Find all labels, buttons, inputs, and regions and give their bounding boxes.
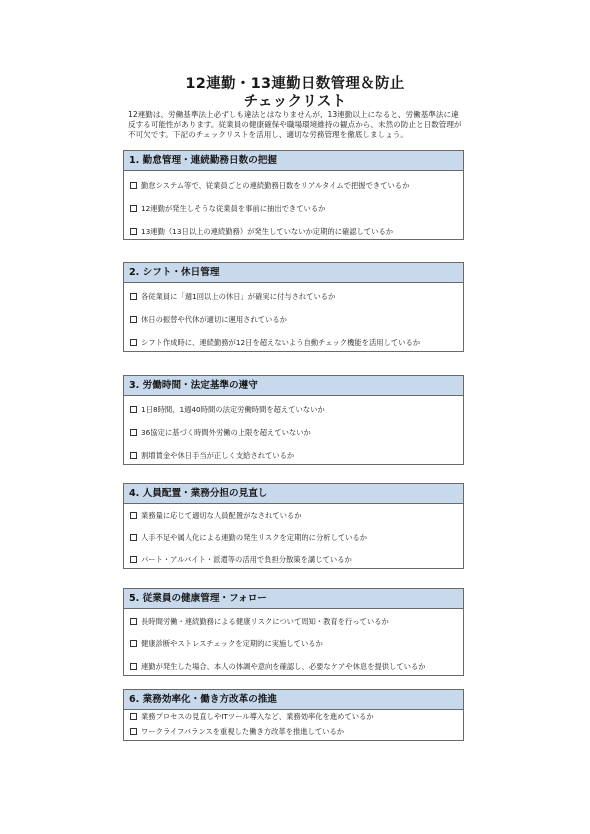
section-heading: 3. 労働時間・法定基準の遵守 xyxy=(124,376,463,396)
checklist-item-text: シフト作成時に、連続勤務が12日を超えないよう自動チェック機能を活用しているか xyxy=(141,338,421,347)
checkbox-icon[interactable] xyxy=(130,316,137,323)
checkbox-icon[interactable] xyxy=(130,452,137,459)
checkbox-icon[interactable] xyxy=(130,640,137,647)
checklist-item[interactable] xyxy=(130,204,325,214)
checkbox-icon[interactable] xyxy=(130,182,137,189)
section-attendance xyxy=(123,150,464,240)
checkbox-icon[interactable] xyxy=(130,556,137,563)
checklist-item-text: 業務プロセスの見直しやITツール導入など、業務効率化を進めているか xyxy=(141,712,374,721)
checklist-item-text: 12連勤が発生しそうな従業員を事前に抽出できているか xyxy=(141,204,326,213)
checklist-item[interactable] xyxy=(130,338,420,348)
section-working-hours xyxy=(123,375,464,465)
checklist-item-text: 長時間労働・連続勤務による健康リスクについて周知・教育を行っているか xyxy=(141,617,389,626)
checkbox-icon[interactable] xyxy=(130,429,137,436)
checkbox-icon[interactable] xyxy=(130,512,137,519)
checklist-item[interactable] xyxy=(130,227,393,237)
checkbox-icon[interactable] xyxy=(130,618,137,625)
checkbox-icon[interactable] xyxy=(130,205,137,212)
checklist-item[interactable] xyxy=(130,727,344,737)
checklist-item[interactable] xyxy=(130,315,287,325)
checklist-item[interactable] xyxy=(130,662,426,672)
checkbox-icon[interactable] xyxy=(130,406,137,413)
section-heading: 5. 従業員の健康管理・フォロー xyxy=(124,589,463,609)
checklist-item[interactable] xyxy=(130,181,409,191)
section-heading: 1. 勤怠管理・連続勤務日数の把握 xyxy=(124,151,463,171)
section-heading: 2. シフト・休日管理 xyxy=(124,263,463,283)
section-shift-holiday xyxy=(123,262,464,352)
section-efficiency xyxy=(123,689,464,741)
checklist-item-text: 勤怠システム等で、従業員ごとの連続勤務日数をリアルタイムで把握できているか xyxy=(141,181,410,190)
checklist-item-text: パート・アルバイト・派遣等の活用で負担分散策を講じているか xyxy=(141,555,352,564)
checklist-item-text: 割増賃金や休日手当が正しく支給されているか xyxy=(141,451,295,460)
section-heading: 6. 業務効率化・働き方改革の推進 xyxy=(124,690,463,710)
checklist-item-text: ワークライフバランスを重視した働き方改革を推進しているか xyxy=(141,727,345,736)
checklist-item-text: 各従業員に「週1回以上の休日」が確実に付与されているか xyxy=(141,292,336,301)
checklist-item[interactable] xyxy=(130,617,389,627)
checklist-item[interactable] xyxy=(130,555,352,565)
checklist-item-text: 業務量に応じて適切な人員配置がなされているか xyxy=(141,511,302,520)
checklist-item-text: 健康診断やストレスチェックを定期的に実施しているか xyxy=(141,639,323,648)
checklist-item[interactable] xyxy=(130,451,294,461)
checklist-item[interactable] xyxy=(130,511,302,521)
checklist-item[interactable] xyxy=(130,533,367,543)
checkbox-icon[interactable] xyxy=(130,663,137,670)
checklist-item-text: 13連勤（13日以上の連続勤務）が発生していないか定期的に確認しているか xyxy=(141,227,394,236)
checklist-item[interactable] xyxy=(130,292,335,302)
checklist-item[interactable] xyxy=(130,405,325,415)
document-title-line-1: 12連勤・13連勤日数管理＆防止 xyxy=(185,76,405,92)
checkbox-icon[interactable] xyxy=(130,339,137,346)
checklist-item[interactable] xyxy=(130,428,311,438)
checkbox-icon[interactable] xyxy=(130,293,137,300)
section-health xyxy=(123,588,464,676)
checklist-item[interactable] xyxy=(130,712,374,722)
section-heading: 4. 人員配置・業務分担の見直し xyxy=(124,484,463,504)
checklist-item-text: 人手不足や属人化による連勤の発生リスクを定期的に分析しているか xyxy=(141,533,368,542)
checklist-item[interactable] xyxy=(130,639,323,649)
section-staffing xyxy=(123,483,464,569)
checkbox-icon[interactable] xyxy=(130,728,137,735)
checklist-item-text: 36協定に基づく時間外労働の上限を超えていないか xyxy=(141,428,311,437)
checklist-item-text: 休日の振替や代休が適切に運用されているか xyxy=(141,315,287,324)
checklist-item-text: 連勤が発生した場合、本人の体調や意向を確認し、必要なケアや休息を提供しているか xyxy=(141,662,426,671)
intro-paragraph: 12連勤は、労働基準法上必ずしも違法とはなりませんが、13連勤以上になると、労働基準法に違反する可能性があります。従業員の健康確保や職場環境維持の観点から、未然の防止と日数管理が不可欠です。下記のチェックリストを活用し、適切な労務管理を徹底しましょう。 xyxy=(128,110,462,139)
checklist-item-text: 1日8時間、1週40時間の法定労働時間を超えていないか xyxy=(141,405,325,414)
checkbox-icon[interactable] xyxy=(130,534,137,541)
checkbox-icon[interactable] xyxy=(130,713,137,720)
checkbox-icon[interactable] xyxy=(130,228,137,235)
document-title-line-2: チェックリスト xyxy=(243,94,347,110)
